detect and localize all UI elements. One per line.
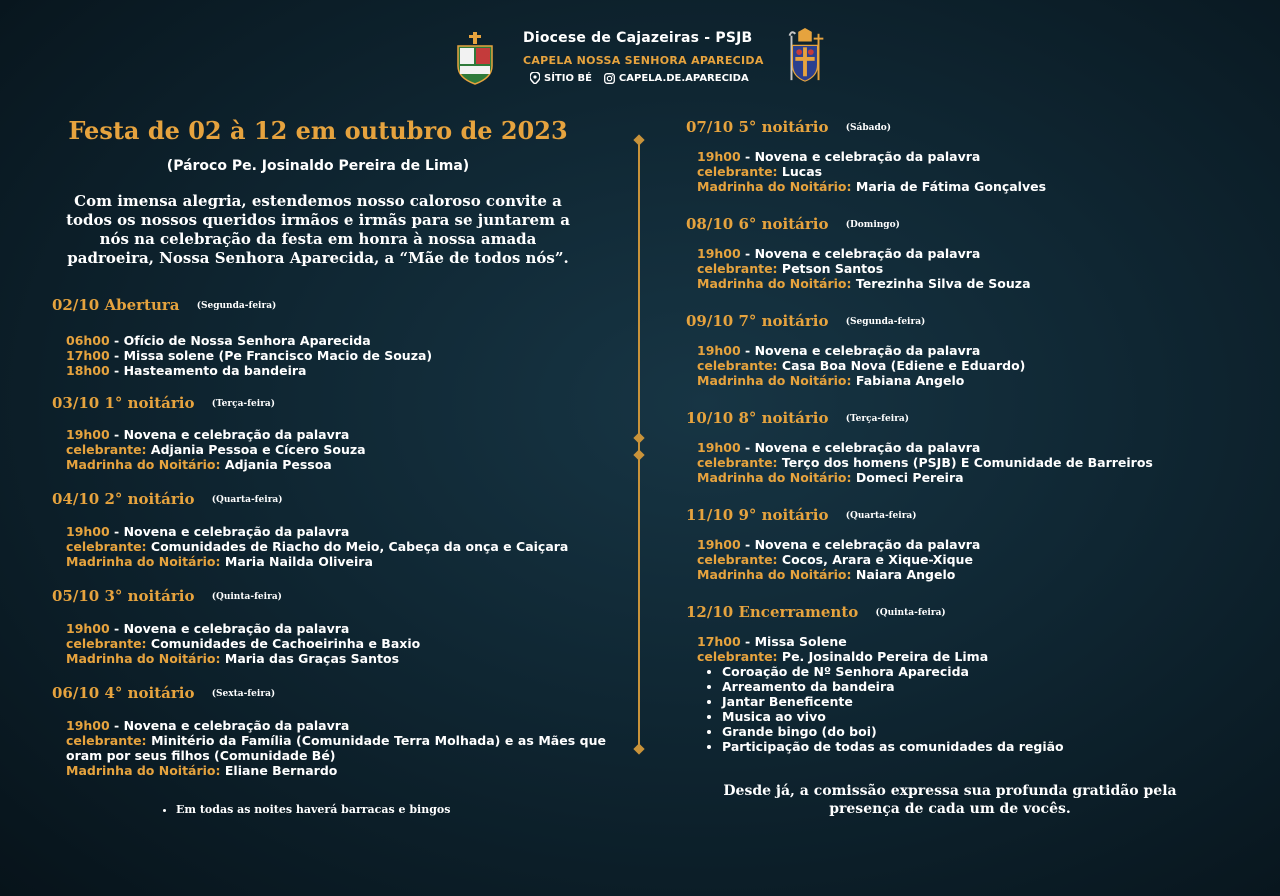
day-items-0610: 19h00 - Novena e celebração da palavra celebrante: Minitério da Família (Comunidade Terra Molhada) e as Mães que oram por seus filhos (Comunidade Bé) Madrinha do Noitário: Eliane Bernardo: [66, 718, 606, 778]
header-title: Diocese de Cajazeiras - PSJB: [523, 30, 753, 46]
list-item: • Musica ao vivo: [722, 709, 1064, 724]
day-items-0210: [66, 333, 432, 378]
day-heading-0210: [52, 296, 276, 314]
location-pin-icon: [530, 72, 540, 84]
note-list: [160, 802, 450, 817]
location-text: SÍTIO BÉ: [544, 72, 592, 84]
day-items-0410: 19h00 - Novena e celebração da palavra celebrante: Comunidades de Riacho do Meio, Cabeça da onça e Caiçara Madrinha do Noitário: Maria Nailda Oliveira: [66, 524, 569, 569]
day-heading-0710: 07/10 5° noitário (Sábado): [686, 118, 892, 136]
list-item: • Jantar Beneficente: [722, 694, 1064, 709]
divider-diamond: [633, 449, 644, 460]
day-heading-0910: 09/10 7° noitário (Segunda-feira): [686, 312, 926, 330]
schedule-item: 06h00 - Ofício de Nossa Senhora Aparecida: [66, 333, 371, 348]
closing-message: Desde já, a comissão expressa sua profunda gratidão pela presença de cada um de vocês.: [723, 783, 1177, 817]
day-heading-1210: 12/10 Encerramento (Quinta-feira): [686, 603, 946, 621]
day-items-1210: 17h00 - Missa Solene celebrante: Pe. Josinaldo Pereira de Lima: [697, 634, 989, 664]
timeline-divider: [638, 140, 640, 752]
header-meta: [530, 72, 749, 84]
schedule-item: 17h00 - Missa solene (Pe Francisco Macio de Souza): [66, 348, 433, 363]
intro-paragraph: Com imensa alegria, estendemos nosso caloroso convite a todos os nossos queridos irmãos e irmãs para se juntarem a nós na celebração da festa em honra à nossa amada padroeira, Nossa Senhora Aparecida, a “Mãe de todos nós”.: [66, 192, 570, 267]
day-items-0710: 19h00 - Novena e celebração da palavra celebrante: Lucas Madrinha do Noitário: Maria de Fátima Gonçalves: [697, 149, 1047, 194]
list-item: • Grande bingo (do boi): [722, 724, 1064, 739]
day-heading-1010: 10/10 8° noitário (Terça-feira): [686, 409, 910, 427]
day-items-0910: 19h00 - Novena e celebração da palavra celebrante: Casa Boa Nova (Ediene e Eduardo) Madrinha do Noitário: Fabiana Angelo: [697, 343, 1026, 388]
page-title: Festa de 02 à 12 em outubro de 2023: [68, 116, 568, 145]
day-heading-0610: 06/10 4° noitário (Sexta-feira): [52, 684, 276, 702]
list-item: • Coroação de Nº Senhora Aparecida: [722, 664, 1064, 679]
encerramento-list: [704, 664, 1064, 754]
day-items-0510: 19h00 - Novena e celebração da palavra celebrante: Comunidades de Cachoeirinha e Baxio Madrinha do Noitário: Maria das Graças Santos: [66, 621, 421, 666]
day-weekday: (Segunda-feira): [196, 301, 277, 311]
day-heading-0310: 03/10 1° noitário (Terça-feira): [52, 394, 276, 412]
instagram-icon: [604, 73, 615, 84]
day-items-1010: 19h00 - Novena e celebração da palavra celebrante: Terço dos homens (PSJB) E Comunidade de Barreiros Madrinha do Noitário: Domeci Pereira: [697, 440, 1153, 485]
list-item: • Arreamento da bandeira: [722, 679, 1064, 694]
day-heading-1110: 11/10 9° noitário (Quarta-feira): [686, 506, 917, 524]
location-item: [530, 72, 592, 84]
divider-diamond: [633, 432, 644, 443]
bishop-crest-logo: [784, 28, 826, 88]
note-item: • Em todas as noites haverá barracas e bingos: [176, 802, 450, 817]
paroco-subtitle: (Pároco Pe. Josinaldo Pereira de Lima): [166, 158, 470, 174]
list-item: • Participação de todas as comunidades da região: [722, 739, 1064, 754]
header-subtitle: CAPELA NOSSA SENHORA APARECIDA: [523, 54, 764, 67]
day-items-0310: 19h00 - Novena e celebração da palavra celebrante: Adjania Pessoa e Cícero Souza Madrinha do Noitário: Adjania Pessoa: [66, 427, 366, 472]
instagram-handle: CAPELA.DE.APARECIDA: [618, 72, 749, 84]
divider-diamond: [633, 134, 644, 145]
divider-diamond: [633, 743, 644, 754]
day-items-1110: 19h00 - Novena e celebração da palavra celebrante: Cocos, Arara e Xique-Xique Madrinha do Noitário: Naiara Angelo: [697, 537, 981, 582]
day-items-0810: 19h00 - Novena e celebração da palavra celebrante: Petson Santos Madrinha do Noitário: Terezinha Silva de Souza: [697, 246, 1031, 291]
day-title: Abertura: [104, 296, 180, 314]
diocese-crest-logo: [454, 30, 496, 90]
schedule-item: 18h00 - Hasteamento da bandeira: [66, 363, 307, 378]
day-date: 02/10: [52, 296, 100, 314]
day-heading-0410: 04/10 2° noitário (Quarta-feira): [52, 490, 283, 508]
day-heading-0810: 08/10 6° noitário (Domingo): [686, 215, 900, 233]
day-heading-0510: 05/10 3° noitário (Quinta-feira): [52, 587, 282, 605]
instagram-item[interactable]: [604, 73, 749, 84]
